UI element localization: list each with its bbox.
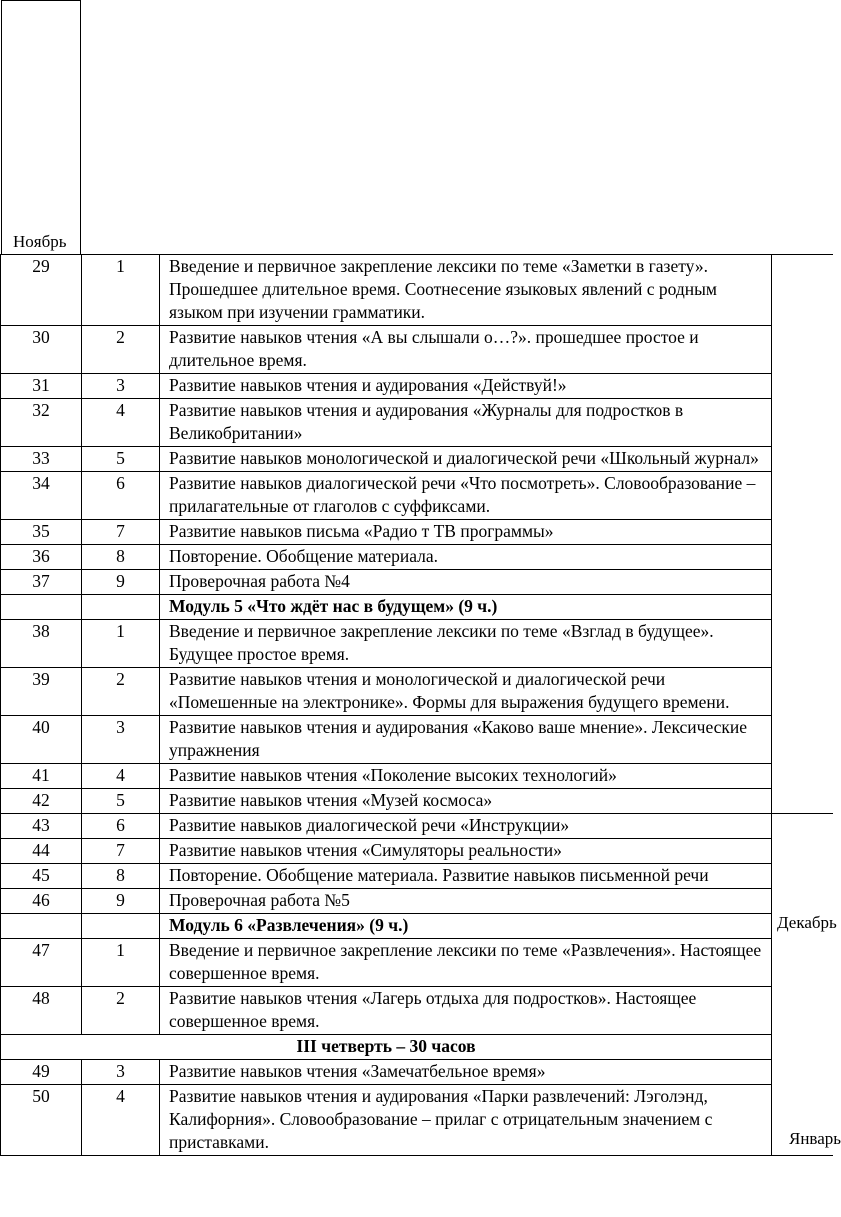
lesson-number: 45 <box>1 864 82 889</box>
lesson-topic: Развитие навыков монологической и диалогической речи «Школьный журнал» <box>160 447 772 472</box>
table-row <box>1 839 833 864</box>
lesson-topic: Развитие навыков диалогической речи «Инструкции» <box>160 814 772 839</box>
table-row <box>1 255 833 326</box>
module-lesson-number: 6 <box>82 814 160 839</box>
lesson-topic: Развитие навыков чтения «А вы слышали о…?». прошедшее простое и длительное время. <box>160 326 772 374</box>
module-lesson-number: 5 <box>82 447 160 472</box>
table-row <box>1 716 833 764</box>
lesson-number: 46 <box>1 889 82 914</box>
lesson-topic: Развитие навыков диалогической речи «Что посмотреть». Словообразование – прилагательные от глаголов с суффиксами. <box>160 472 772 520</box>
empty-cell <box>1 595 82 620</box>
lesson-number: 49 <box>1 1060 82 1085</box>
lesson-topic: Развитие навыков письма «Радио т ТВ программы» <box>160 520 772 545</box>
lesson-topic: Развитие навыков чтения и аудирования «Журналы для подростков в Великобритании» <box>160 399 772 447</box>
module-lesson-number: 3 <box>82 374 160 399</box>
table-row <box>1 520 833 545</box>
table-row <box>1 570 833 595</box>
lesson-number: 48 <box>1 987 82 1035</box>
table-row <box>1 668 833 716</box>
lesson-topic: Развитие навыков чтения «Музей космоса» <box>160 789 772 814</box>
lesson-number: 39 <box>1 668 82 716</box>
lesson-number: 37 <box>1 570 82 595</box>
term-header-row <box>1 1035 833 1060</box>
lesson-number: 33 <box>1 447 82 472</box>
month-cell <box>1 0 81 254</box>
module-lesson-number: 7 <box>82 839 160 864</box>
lesson-topic: Развитие навыков чтения «Поколение высоких технологий» <box>160 764 772 789</box>
table-row <box>1 939 833 987</box>
lesson-number: 31 <box>1 374 82 399</box>
lesson-number: 43 <box>1 814 82 839</box>
lesson-topic: Развитие навыков чтения «Симуляторы реальности» <box>160 839 772 864</box>
module-lesson-number: 7 <box>82 520 160 545</box>
lesson-topic: Развитие навыков чтения и аудирования «Действуй!» <box>160 374 772 399</box>
lesson-topic: Развитие навыков чтения и аудирования «Каково ваше мнение». Лексические упражнения <box>160 716 772 764</box>
lesson-number: 50 <box>1 1085 82 1156</box>
table-row <box>1 789 833 814</box>
lesson-number: 36 <box>1 545 82 570</box>
table-row <box>1 889 833 914</box>
lesson-plan-table <box>0 254 841 1156</box>
module-header-row <box>1 595 833 620</box>
lesson-number: 30 <box>1 326 82 374</box>
lesson-number: 34 <box>1 472 82 520</box>
december-january-date-cell <box>772 814 841 1156</box>
table-row <box>1 447 833 472</box>
lesson-topic: Развитие навыков чтения и аудирования «Парки развлечений: Лэголэнд, Калифорния». Словообразование – прилаг с отрицательным значением с приставками. <box>160 1085 772 1156</box>
module-lesson-number: 2 <box>82 987 160 1035</box>
lesson-number: 29 <box>1 255 82 326</box>
lesson-number: 47 <box>1 939 82 987</box>
module-lesson-number: 4 <box>82 399 160 447</box>
term-title: III четверть – 30 часов <box>1 1035 772 1060</box>
lesson-topic: Введение и первичное закрепление лексики по теме «Взглад в будущее». Будущее простое время. <box>160 620 772 668</box>
table-row <box>1 864 833 889</box>
lesson-number: 40 <box>1 716 82 764</box>
table-row <box>1 987 833 1035</box>
lesson-plan-body <box>1 255 841 1156</box>
lesson-topic: Повторение. Обобщение материала. <box>160 545 772 570</box>
month-label-december: Декабрь <box>777 913 837 932</box>
module-lesson-number: 8 <box>82 545 160 570</box>
module-header-row <box>1 914 833 939</box>
table-row <box>1 1060 833 1085</box>
november-date-cell <box>772 255 833 814</box>
lesson-topic: Проверочная работа №4 <box>160 570 772 595</box>
table-row <box>1 620 833 668</box>
lesson-number: 42 <box>1 789 82 814</box>
lesson-topic: Введение и первичное закрепление лексики по теме «Развлечения». Настоящее совершенное время. <box>160 939 772 987</box>
module-lesson-number: 5 <box>82 789 160 814</box>
module-lesson-number: 2 <box>82 668 160 716</box>
lesson-number: 35 <box>1 520 82 545</box>
lesson-number: 44 <box>1 839 82 864</box>
table-row <box>1 545 833 570</box>
lesson-topic: Развитие навыков чтения «Замечатбельное время» <box>160 1060 772 1085</box>
lesson-topic: Развитие навыков чтения и монологической и диалогической речи «Помешенные на электронике». Формы для выражения будущего времени. <box>160 668 772 716</box>
lesson-number: 32 <box>1 399 82 447</box>
module-lesson-number: 1 <box>82 939 160 987</box>
table-row <box>1 814 833 839</box>
table-row <box>1 399 833 447</box>
empty-cell <box>82 914 160 939</box>
module-lesson-number: 8 <box>82 864 160 889</box>
empty-cell <box>1 914 82 939</box>
module-lesson-number: 4 <box>82 1085 160 1156</box>
module-title: Модуль 6 «Развлечения» (9 ч.) <box>160 914 772 939</box>
module-lesson-number: 4 <box>82 764 160 789</box>
lesson-number: 38 <box>1 620 82 668</box>
module-lesson-number: 3 <box>82 716 160 764</box>
empty-cell <box>82 595 160 620</box>
table-row <box>1 326 833 374</box>
lesson-topic: Проверочная работа №5 <box>160 889 772 914</box>
table-row <box>1 1085 833 1156</box>
lesson-number: 41 <box>1 764 82 789</box>
module-lesson-number: 2 <box>82 326 160 374</box>
module-lesson-number: 9 <box>82 570 160 595</box>
lesson-topic: Повторение. Обобщение материала. Развитие навыков письменной речи <box>160 864 772 889</box>
module-lesson-number: 1 <box>82 255 160 326</box>
module-lesson-number: 3 <box>82 1060 160 1085</box>
month-label: Нoябрь <box>13 232 67 251</box>
lesson-topic: Введение и первичное закрепление лексики по теме «Заметки в газету». Прошедшее длительное время. Соотнесение языковых явлений с родным языком при изучении грамматики. <box>160 255 772 326</box>
table-row <box>1 374 833 399</box>
module-lesson-number: 9 <box>82 889 160 914</box>
module-lesson-number: 6 <box>82 472 160 520</box>
module-title: Модуль 5 «Что ждёт нас в будущем» (9 ч.) <box>160 595 772 620</box>
table-row <box>1 472 833 520</box>
lesson-topic: Развитие навыков чтения «Лагерь отдыха для подростков». Настоящее совершенное время. <box>160 987 772 1035</box>
month-label-january: Январь <box>789 1129 841 1148</box>
module-lesson-number: 1 <box>82 620 160 668</box>
table-row <box>1 764 833 789</box>
